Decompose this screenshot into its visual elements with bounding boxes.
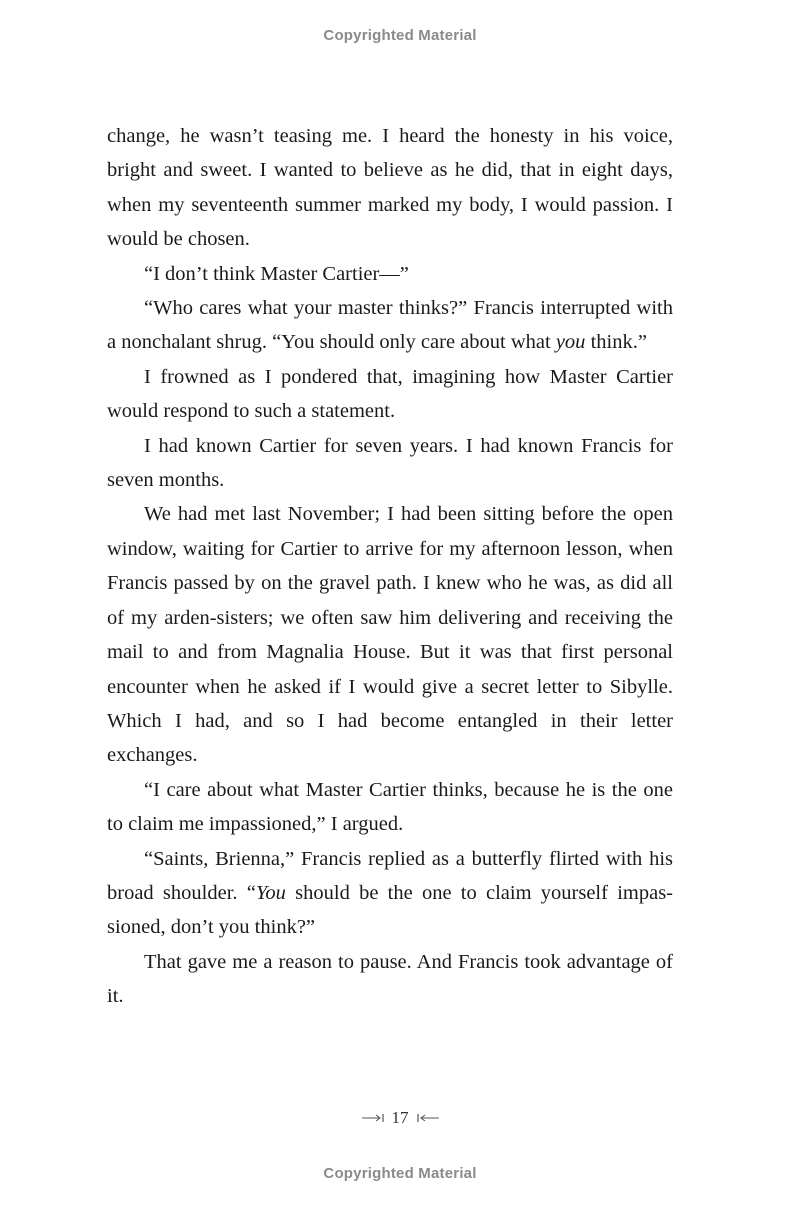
paragraph (107, 945, 673, 1014)
text-run: “Who cares what your master thinks?” Francis interrupted with a nonchalant shrug. “You should only care about what (107, 297, 673, 354)
paragraph (107, 429, 673, 498)
italic-text: you (555, 331, 586, 354)
italic-text: You (255, 881, 286, 904)
paragraph (107, 360, 673, 429)
body-text (107, 119, 673, 1014)
page-folio (0, 1108, 800, 1128)
text-run: I had known Cartier for seven years. I had known Francis for seven months. (107, 434, 673, 492)
copyright-header: Copyrighted Material (323, 27, 477, 44)
paragraph (107, 257, 673, 291)
text-run: change, he wasn’t teasing me. I heard the honesty in his voice, bright and sweet. I wanted to believe as he did, that in eight days, when my seventeenth summer marked my body, I would passion. I would be chosen. (107, 125, 673, 251)
left-ornament-icon (362, 1113, 386, 1123)
text-run: We had met last November; I had been sitting before the open window, waiting for Cartier to arrive for my afternoon lesson, when Francis passed by on the gravel path. I knew who he was, as did all of my arden-sisters; we often saw him delivering and receiving the mail to and from Magnalia House. But it was that first personal encounter when he asked if I would give a secret letter to Sibylle. Which I had, and so I had become entangled in their letter exchanges. (107, 503, 673, 767)
page-number: 17 (391, 1108, 409, 1127)
text-run: “I care about what Master Cartier thinks, because he is the one to claim me impassioned,” I argued. (107, 778, 673, 836)
text-run: That gave me a reason to pause. And Francis took advantage of it. (107, 950, 673, 1008)
paragraph (107, 119, 673, 257)
text-run: “I don’t think Master Cartier—” (144, 262, 409, 285)
text-run: think.” (585, 331, 647, 354)
text-run: I frowned as I pondered that, imagining how Master Cartier would respond to such a statement. (107, 365, 673, 423)
paragraph (107, 842, 673, 945)
paragraph (107, 291, 673, 360)
right-ornament-icon (415, 1113, 439, 1123)
text-run: “Saints, Brienna,” Francis replied as a butterfly flirted with his broad shoulder. “ (107, 847, 673, 904)
copyright-footer: Copyrighted Material (323, 1165, 477, 1182)
text-run: should be the one to claim yourself impassioned, don’t you think?” (107, 881, 673, 939)
paragraph (107, 773, 673, 842)
paragraph (107, 497, 673, 772)
